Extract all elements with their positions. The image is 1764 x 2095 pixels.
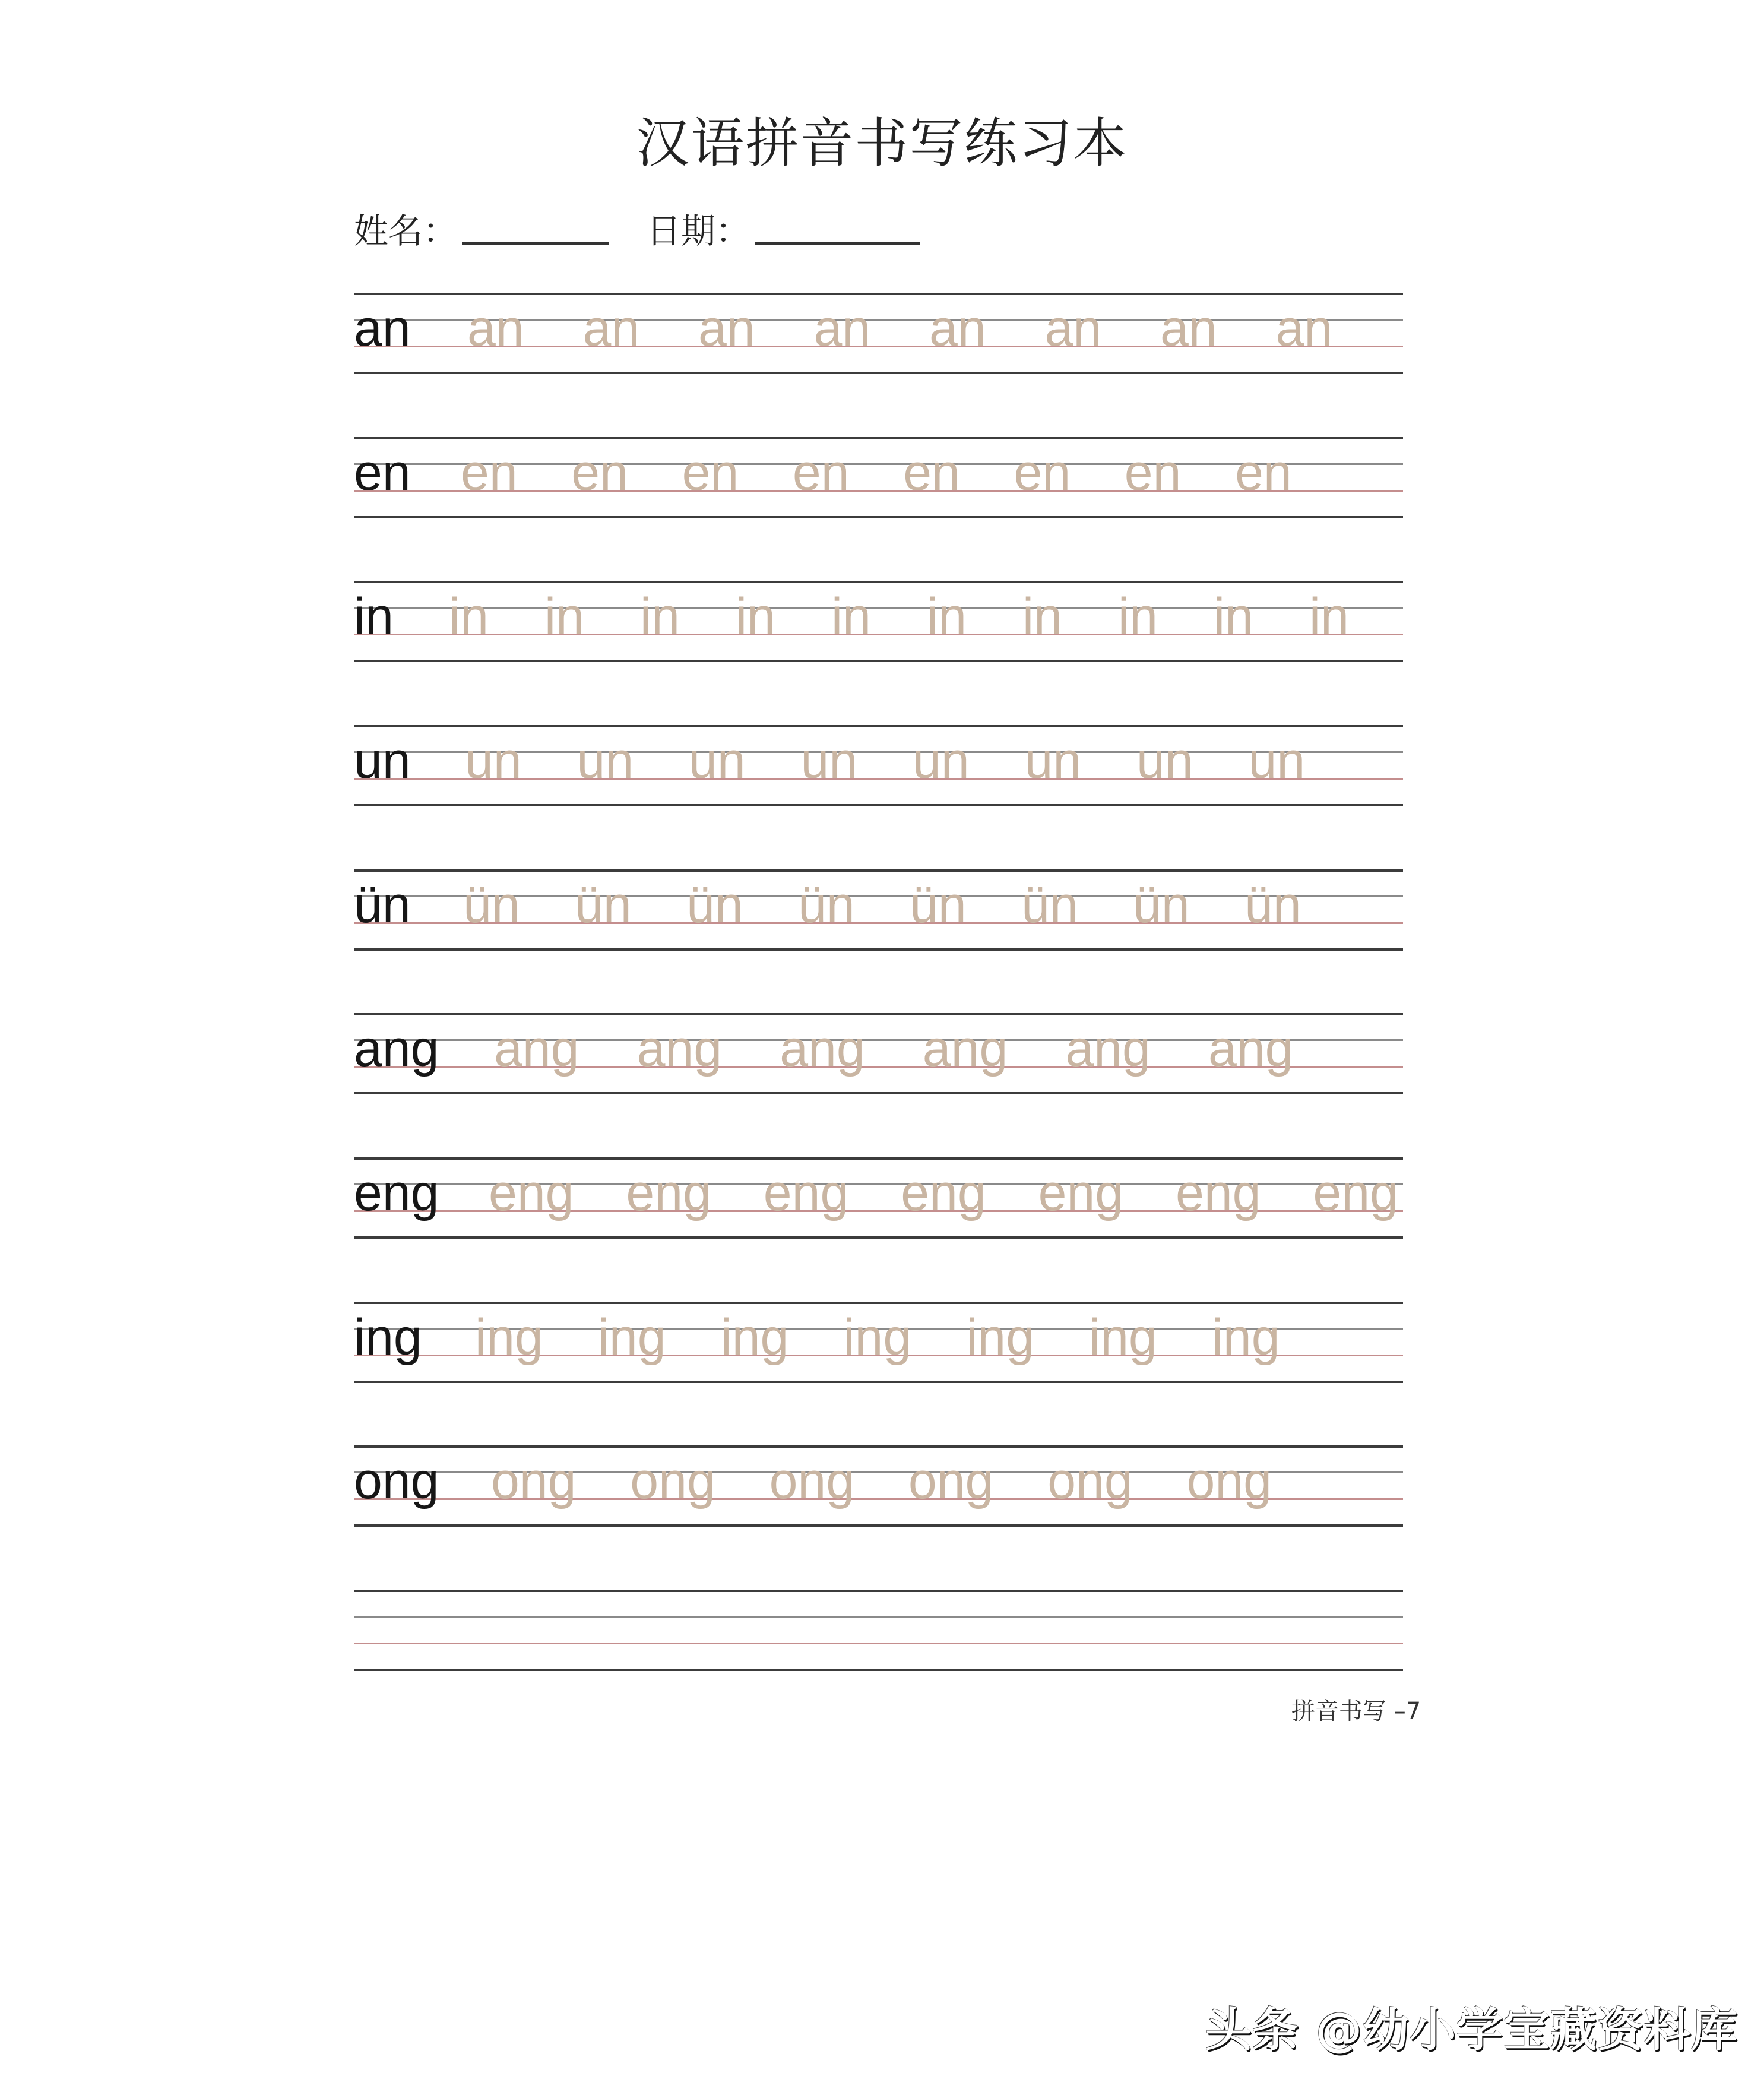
guide-line-top	[354, 1590, 1403, 1592]
practice-row	[354, 1013, 1403, 1096]
trace-pinyin: ong	[769, 1452, 855, 1509]
page-title: 汉语拼音书写练习本	[636, 112, 1128, 175]
trace-pinyin: ün	[798, 876, 855, 933]
trace-pinyin: an	[582, 300, 640, 357]
guide-line-bottom	[354, 948, 1403, 951]
trace-pinyin: ün	[575, 876, 632, 933]
name-label: 姓名：	[354, 211, 458, 251]
trace-pinyin: an	[698, 300, 755, 357]
guide-line-bottom	[354, 1092, 1403, 1094]
trace-pinyin: eng	[1038, 1164, 1124, 1221]
trace-pinyin: ün	[910, 876, 967, 933]
trace-pinyin: ing	[475, 1309, 543, 1366]
guide-line-top	[354, 581, 1403, 583]
guide-line-mid	[354, 1616, 1403, 1618]
trace-pinyin: in	[1309, 588, 1349, 645]
guide-line-top	[354, 293, 1403, 295]
trace-pinyin: an	[1160, 300, 1217, 357]
date-field[interactable]	[755, 242, 920, 245]
model-pinyin: ün	[354, 876, 411, 933]
practice-row	[354, 725, 1403, 808]
model-pinyin: ang	[354, 1020, 439, 1077]
name-field[interactable]	[462, 242, 609, 245]
guide-line-top	[354, 437, 1403, 439]
guide-line-top	[354, 869, 1403, 872]
trace-pinyin: en	[571, 444, 628, 501]
trace-pinyin: in	[1214, 588, 1253, 645]
trace-pinyin: ün	[1133, 876, 1190, 933]
trace-pinyin: en	[1124, 444, 1182, 501]
trace-pinyin: ang	[1065, 1020, 1151, 1077]
trace-pinyin: in	[736, 588, 775, 645]
model-pinyin: un	[354, 732, 411, 789]
trace-pinyin: eng	[1313, 1164, 1398, 1221]
model-pinyin: ing	[354, 1309, 422, 1366]
guide-line-top	[354, 1013, 1403, 1015]
model-pinyin: en	[354, 444, 411, 501]
date-label: 日期：	[647, 211, 750, 251]
guide-line-base	[354, 1643, 1403, 1644]
trace-pinyin: un	[913, 732, 970, 789]
trace-pinyin: an	[467, 300, 524, 357]
watermark: 头条 @幼小学宝藏资料库	[1205, 2004, 1738, 2057]
trace-pinyin: in	[640, 588, 680, 645]
model-pinyin: in	[354, 588, 394, 645]
trace-pinyin: an	[1044, 300, 1102, 357]
guide-line-bottom	[354, 1524, 1403, 1527]
trace-pinyin: in	[927, 588, 967, 645]
practice-row	[354, 293, 1403, 376]
trace-pinyin: ang	[494, 1020, 579, 1077]
guide-line-top	[354, 1302, 1403, 1304]
trace-pinyin: eng	[626, 1164, 711, 1221]
trace-pinyin: ong	[908, 1452, 994, 1509]
trace-pinyin: un	[800, 732, 858, 789]
trace-pinyin: ong	[630, 1452, 715, 1509]
trace-pinyin: ing	[843, 1309, 912, 1366]
practice-row	[354, 869, 1403, 952]
practice-row	[354, 1157, 1403, 1240]
trace-pinyin: an	[813, 300, 871, 357]
trace-pinyin: ün	[463, 876, 520, 933]
trace-pinyin: ing	[1089, 1309, 1157, 1366]
trace-pinyin: ong	[1047, 1452, 1133, 1509]
trace-pinyin: an	[1275, 300, 1333, 357]
trace-pinyin: ang	[780, 1020, 865, 1077]
model-pinyin: eng	[354, 1164, 439, 1221]
trace-pinyin: ing	[966, 1309, 1034, 1366]
model-pinyin: ong	[354, 1452, 439, 1509]
trace-pinyin: un	[465, 732, 522, 789]
trace-pinyin: un	[1136, 732, 1193, 789]
guide-line-bottom	[354, 516, 1403, 518]
trace-pinyin: ong	[1186, 1452, 1272, 1509]
practice-row	[354, 1302, 1403, 1385]
trace-pinyin: ang	[636, 1020, 723, 1077]
trace-pinyin: ang	[922, 1020, 1008, 1077]
trace-pinyin: en	[461, 444, 518, 501]
model-pinyin: an	[354, 300, 411, 357]
trace-pinyin: ing	[1211, 1309, 1280, 1366]
trace-pinyin: un	[577, 732, 634, 789]
trace-pinyin: in	[1118, 588, 1158, 645]
trace-pinyin: ong	[491, 1452, 577, 1509]
guide-line-bottom	[354, 1236, 1403, 1239]
trace-pinyin: eng	[901, 1164, 986, 1221]
trace-pinyin: in	[831, 588, 871, 645]
guide-line-top	[354, 1445, 1403, 1448]
guide-line-top	[354, 725, 1403, 727]
practice-row	[354, 1445, 1403, 1528]
trace-pinyin: an	[929, 300, 986, 357]
trace-pinyin: en	[1235, 444, 1292, 501]
guide-line-bottom	[354, 1381, 1403, 1383]
trace-pinyin: un	[689, 732, 746, 789]
practice-row-blank[interactable]	[354, 1590, 1403, 1673]
trace-pinyin: en	[903, 444, 960, 501]
guide-line-bottom	[354, 1669, 1403, 1671]
trace-pinyin: un	[1248, 732, 1306, 789]
trace-pinyin: eng	[763, 1164, 849, 1221]
guide-line-bottom	[354, 660, 1403, 662]
trace-pinyin: ün	[1021, 876, 1078, 933]
guide-line-top	[354, 1157, 1403, 1160]
trace-pinyin: ün	[686, 876, 743, 933]
trace-pinyin: in	[449, 588, 489, 645]
trace-pinyin: en	[682, 444, 739, 501]
trace-pinyin: in	[1022, 588, 1062, 645]
trace-pinyin: ing	[597, 1309, 666, 1366]
trace-pinyin: en	[1014, 444, 1071, 501]
guide-line-bottom	[354, 804, 1403, 806]
trace-pinyin: in	[544, 588, 584, 645]
trace-pinyin: un	[1024, 732, 1082, 789]
trace-pinyin: eng	[489, 1164, 574, 1221]
trace-pinyin: ün	[1244, 876, 1301, 933]
page-footer: 拼音书写 –7	[1291, 1698, 1421, 1725]
trace-pinyin: en	[792, 444, 850, 501]
guide-line-bottom	[354, 372, 1403, 374]
practice-row	[354, 581, 1403, 664]
trace-pinyin: eng	[1176, 1164, 1261, 1221]
practice-row	[354, 437, 1403, 520]
trace-pinyin: ang	[1208, 1020, 1294, 1077]
trace-pinyin: ing	[720, 1309, 789, 1366]
